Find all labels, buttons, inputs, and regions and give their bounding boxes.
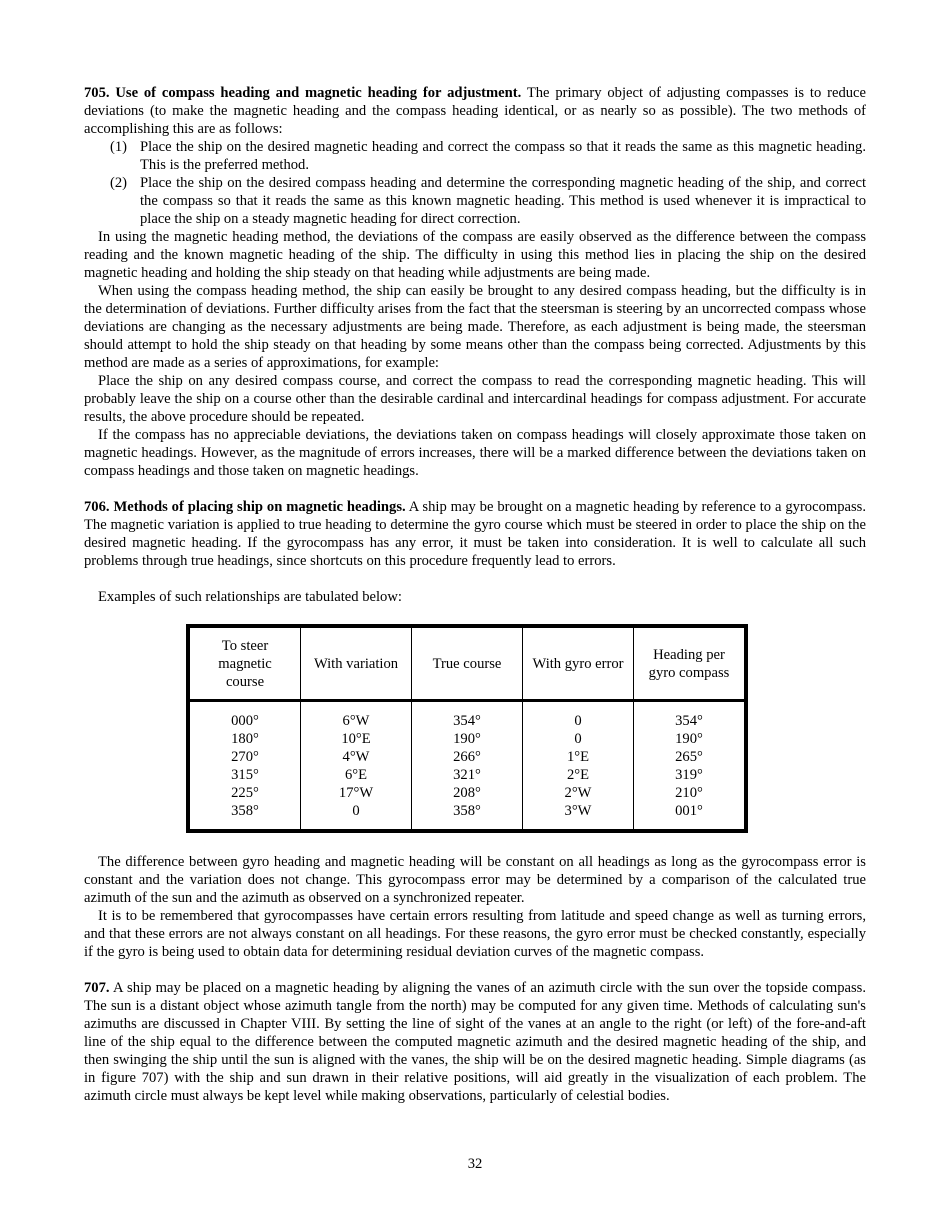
section-705-intro-text: The primary object of adjusting compasses is to reduce deviations (to make the magnetic heading and the compass heading identical, or as nearly so as possible). The two methods of accomplishing this are as follows:	[84, 85, 866, 137]
table-row	[188, 766, 746, 784]
paragraph: If the compass has no appreciable deviations, the deviations taken on compass headings will closely approximate those taken on magnetic headings. However, as the magnitude of errors increases, there will be a marked difference between the deviations taken on compass headings and those taken on magnetic headings.	[84, 427, 866, 479]
table-cell: 321°	[412, 766, 523, 784]
table-cell: 208°	[412, 784, 523, 802]
table-cell: 190°	[634, 730, 747, 748]
adjustment-methods-list	[84, 138, 866, 228]
examples-caption: Examples of such relationships are tabulated below:	[98, 589, 402, 605]
table-cell: 2°W	[523, 784, 634, 802]
header-with-gyro-error: With gyro error	[523, 626, 634, 701]
page-number: 32	[467, 1156, 483, 1172]
table-row	[188, 802, 746, 831]
table-cell: 0	[301, 802, 412, 831]
section-707-paragraph	[84, 979, 866, 1105]
table-cell: 1°E	[523, 748, 634, 766]
method-item	[84, 138, 866, 174]
method-text: Place the ship on the desired magnetic heading and correct the compass so that it reads the same as this magnetic heading. This is the preferred method.	[140, 139, 866, 173]
table-cell: 10°E	[301, 730, 412, 748]
table-cell: 4°W	[301, 748, 412, 766]
paragraph: In using the magnetic heading method, the deviations of the compass are easily observed as the difference between the compass reading and the known magnetic heading of the ship. The difficulty in using this method lies in placing the ship on the desired magnetic heading and holding the ship steady on that heading while adjustments are being made.	[84, 229, 866, 281]
table-cell: 190°	[412, 730, 523, 748]
table-cell: 265°	[634, 748, 747, 766]
table-cell: 2°E	[523, 766, 634, 784]
section-706-intro-text: A ship may be brought on a magnetic heading by reference to a gyrocompass. The magnetic variation is applied to true heading to determine the gyro course which must be steered in order to place the ship on the desired magnetic heading. If the gyrocompass has any error, it must be taken into consideration. It is well to calculate all such problems through true headings, since shortcuts on this procedure frequently lead to errors.	[84, 499, 867, 569]
table-cell: 000°	[188, 701, 301, 731]
table-cell: 319°	[634, 766, 747, 784]
paragraph: It is to be remembered that gyrocompasses have certain errors resulting from latitude and speed change as well as turning errors, and that these errors are not always constant on all headings. For these reasons, the gyro error must be checked constantly, especially if the gyro is being used to obtain data for determining residual deviation curves of the magnetic compass.	[84, 908, 866, 960]
header-with-variation: With variation	[301, 626, 412, 701]
section-705-heading: 705. Use of compass heading and magnetic heading for adjustment.	[84, 85, 522, 101]
header-heading-per-gyro-compass: Heading per gyro compass	[634, 626, 747, 701]
table-row	[188, 701, 746, 731]
table-cell: 315°	[188, 766, 301, 784]
section-706-intro	[84, 498, 866, 570]
table-row	[188, 748, 746, 766]
table-cell: 358°	[412, 802, 523, 831]
table-cell: 180°	[188, 730, 301, 748]
method-number: (1)	[110, 139, 128, 155]
section-707-text: A ship may be placed on a magnetic heading by aligning the vanes of an azimuth circle with the sun over the topside compass. The sun is a distant object whose azimuth tangle from the north) may be computed for any given time. Methods of calculating sun's azimuths are discussed in Chapter VIII. By setting the line of sight of the vanes at an angle to the right (or left) of the fore-and-aft line of the ship equal to the difference between the computed magnetic azimuth and the desired magnetic heading of the ship, and then swinging the ship until the sun is aligned with the vanes, the ship will be on the desired magnetic heading. Simple diagrams (as in figure 707) with the ship and sun drawn in their relative positions, will aid greatly in the visualization of each problem. The azimuth circle must always be kept level while making observations, particularly of celestial bodies.	[84, 980, 866, 1104]
table-cell: 225°	[188, 784, 301, 802]
table-row	[188, 784, 746, 802]
section-705-intro	[84, 84, 866, 138]
paragraph: Place the ship on any desired compass course, and correct the compass to read the corresponding magnetic heading. This will probably leave the ship on a course other than the desirable cardinal and intercardinal headings for compass adjustment. For accurate results, the above procedure should be repeated.	[84, 373, 866, 425]
table-cell: 270°	[188, 748, 301, 766]
method-number: (2)	[110, 175, 128, 191]
method-item	[84, 174, 866, 228]
paragraph: When using the compass heading method, the ship can easily be brought to any desired compass heading, but the difficulty is in the determination of deviations. Further difficulty arises from the fact that the steersman is steering by an uncorrected compass whose deviations are changing as the necessary adjustments are being made. Therefore, as each adjustment is being made, the steersman should attempt to hold the ship steady on that heading by some means other than the compass being corrected. Adjustments by this method are made as a series of approximations, for example:	[84, 283, 866, 371]
table-cell: 001°	[634, 802, 747, 831]
heading-relationships-table	[186, 624, 748, 833]
paragraph: The difference between gyro heading and magnetic heading will be constant on all headings as long as the gyrocompass error is constant and the variation does not change. This gyrocompass error may be determined by a comparison of the calculated true azimuth of the sun and the azimuth as observed on a synchronized repeater.	[84, 854, 866, 906]
table-header-row	[188, 626, 746, 701]
table-cell: 354°	[634, 701, 747, 731]
header-true-course: True course	[412, 626, 523, 701]
table-cell: 0	[523, 701, 634, 731]
table-row	[188, 730, 746, 748]
table-cell: 266°	[412, 748, 523, 766]
table-cell: 6°E	[301, 766, 412, 784]
table-cell: 17°W	[301, 784, 412, 802]
section-707-heading: 707.	[84, 980, 110, 996]
table-cell: 358°	[188, 802, 301, 831]
table-cell: 6°W	[301, 701, 412, 731]
table-cell: 0	[523, 730, 634, 748]
table-cell: 354°	[412, 701, 523, 731]
header-to-steer-magnetic-course: To steer magnetic course	[188, 626, 301, 701]
table-cell: 3°W	[523, 802, 634, 831]
method-text: Place the ship on the desired compass heading and determine the corresponding magnetic heading of the ship, and correct the compass so that it reads the same as this known magnetic heading. This method is used whenever it is impractical to place the ship on a steady magnetic heading for direct correction.	[140, 175, 866, 227]
section-706-heading: 706. Methods of placing ship on magnetic headings.	[84, 499, 406, 515]
table-cell: 210°	[634, 784, 747, 802]
document-page	[84, 84, 866, 1105]
